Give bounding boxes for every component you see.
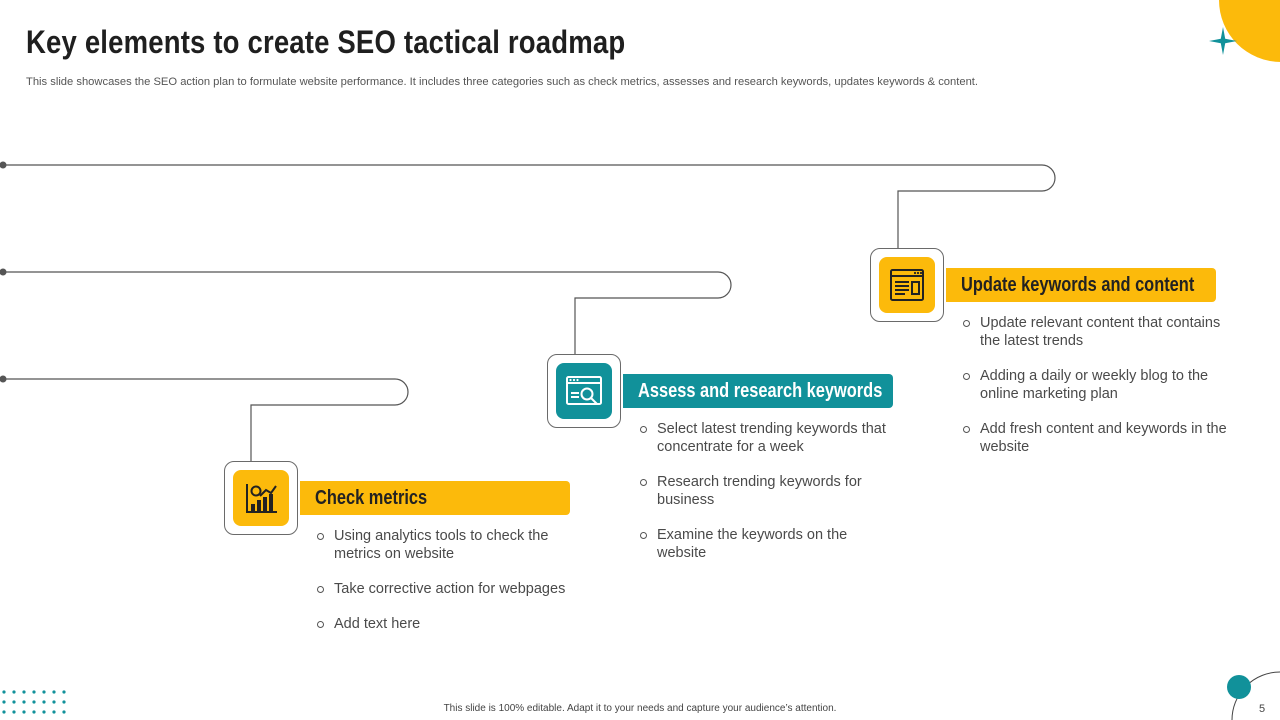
browser-search-icon: [556, 363, 612, 419]
page-title: Key elements to create SEO tactical roadmap: [26, 24, 626, 60]
connector-start-dot-1: [0, 376, 7, 383]
bullet-item: Add text here: [315, 615, 575, 633]
bullet-item: Adding a daily or weekly blog to the online marketing plan: [961, 367, 1231, 403]
stage-1-title: Check metrics: [315, 486, 428, 509]
connector-start-dot-2: [0, 269, 7, 276]
stage-2-title: Assess and research keywords: [638, 379, 883, 402]
bullet-item: Examine the keywords on the website: [638, 526, 900, 562]
stage-2-icon-box: [547, 354, 621, 428]
stage-3-bullets: [961, 314, 1231, 473]
page-subtitle: This slide showcases the SEO action plan to formulate website performance. It includes three categories such as check metrics, assesses and research keywords, updates keywords & content.: [26, 76, 979, 88]
connector-line-2: [3, 272, 731, 355]
bullet-item: Take corrective action for webpages: [315, 580, 575, 598]
bullet-item: Using analytics tools to check the metrics on website: [315, 527, 575, 563]
document-content-icon: [879, 257, 935, 313]
stage-3-icon-box: [870, 248, 944, 322]
connector-start-dot-3: [0, 162, 7, 169]
bullet-item: Update relevant content that contains the latest trends: [961, 314, 1231, 350]
analytics-chart-icon: [233, 470, 289, 526]
stage-2-bullets: [638, 420, 900, 579]
bullet-item: Research trending keywords for business: [638, 473, 900, 509]
stage-1-title-bar: [300, 481, 570, 515]
bullet-item: Select latest trending keywords that concentrate for a week: [638, 420, 900, 456]
connector-line-1: [3, 379, 408, 462]
page-number: 5: [1258, 703, 1266, 715]
bullet-item: Add fresh content and keywords in the website: [961, 420, 1231, 456]
stage-1-bullets: [315, 527, 575, 650]
stage-2-title-bar: [623, 374, 893, 408]
stage-3-title-bar: [946, 268, 1216, 302]
stage-1-icon-box: [224, 461, 298, 535]
footer-note: This slide is 100% editable. Adapt it to your needs and capture your audience’s attention.: [443, 703, 837, 714]
connector-line-3: [3, 165, 1055, 249]
stage-3-title: Update keywords and content: [961, 273, 1195, 296]
